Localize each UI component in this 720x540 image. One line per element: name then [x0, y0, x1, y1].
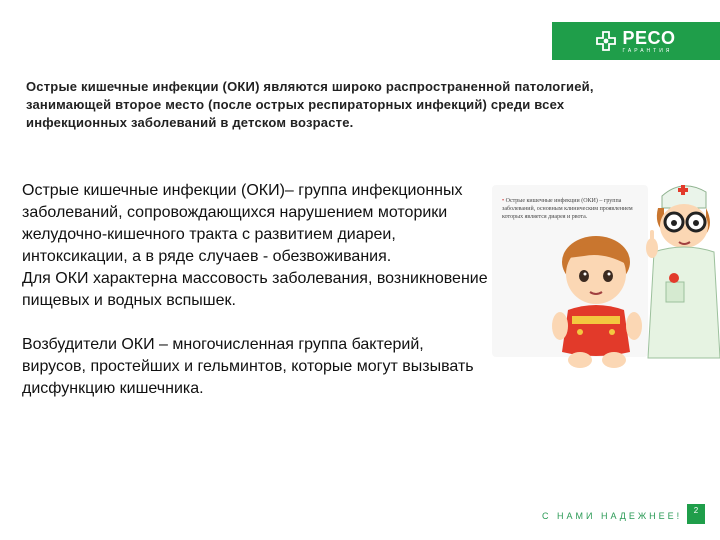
page-number: 2	[687, 504, 705, 524]
intro-text: Острые кишечные инфекции (ОКИ) являются широко распространенной патологией, занимающей второе место (после острых респираторных инфекций) среди всех инфекционных заболеваний в детском возрасте.	[26, 79, 594, 130]
paragraph-pathogens: Возбудители ОКИ – многочисленная группа бактерий, вирусов, простейших и гельминтов, которые могут вызывать дисфункцию кишечника.	[22, 336, 474, 397]
doctor-illustration	[644, 178, 720, 378]
paragraph-definition: Острые кишечные инфекции (ОКИ)– группа инфекционных заболеваний, сопровождающихся нарушением моторики желудочно-кишечного тракта с развитием диареи, интоксикации, а в ряде случаев - обезвоживания.	[22, 182, 463, 265]
card-caption: Острые кишечные инфекции (ОКИ) – группа заболеваний, основным клиническим проявлением которых является диарея и рвота.	[502, 198, 633, 220]
main-text-block	[22, 180, 492, 400]
card-text: • Острые кишечные инфекции (ОКИ) – группа заболеваний, основным клиническим проявлением которых является диарея и рвота.	[502, 198, 633, 220]
paragraph-features: Для ОКИ характерна массовость заболевания, возникновение пищевых и водных вспышек.	[22, 270, 488, 309]
child-illustration	[544, 232, 650, 372]
footer-tagline: С НАМИ НАДЕЖНЕЕ!	[542, 511, 683, 521]
logo-subtitle: ГАРАНТИЯ	[622, 47, 673, 54]
logo-name: PECO	[622, 27, 676, 48]
cross-emblem-icon	[596, 31, 616, 51]
brand-logo	[552, 22, 720, 60]
